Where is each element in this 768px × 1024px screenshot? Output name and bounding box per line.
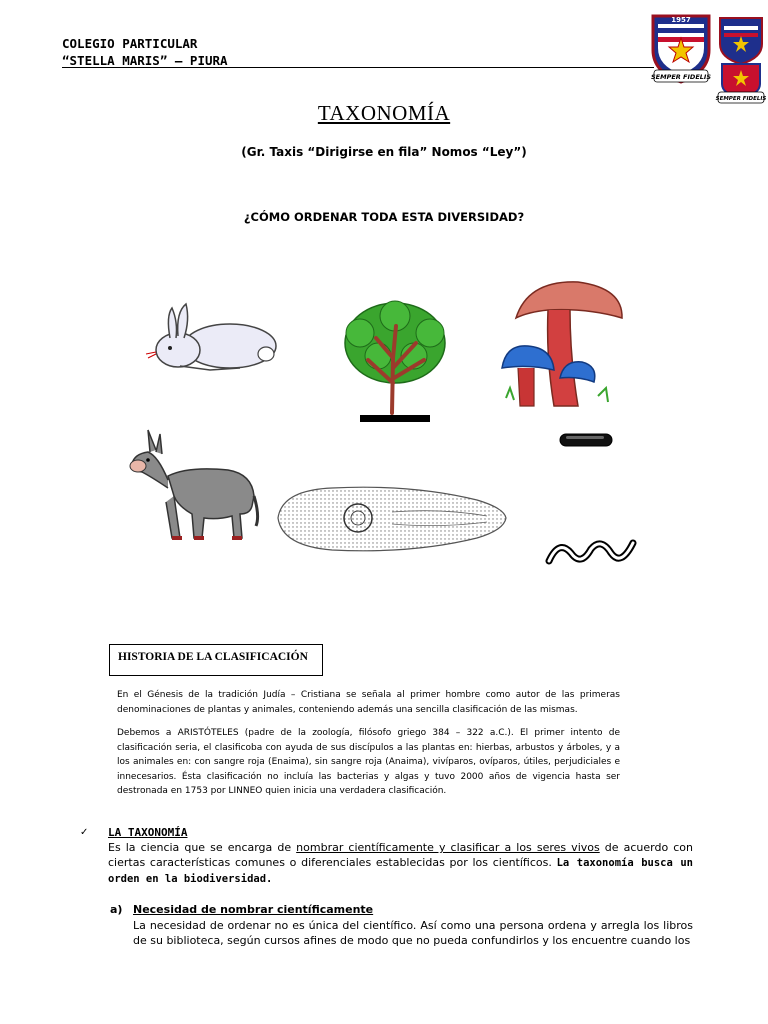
section-body-text-2: de acuerdo con ciertas características comunes o diferenciales establecidas por los científicos. [108, 841, 693, 869]
subsection-body: La necesidad de ordenar no es única del científico. Así como una persona ordena y arregla los libros de su biblioteca, según cursos afines de modo que no pueda confundirlos y los encuentre cuando los [133, 919, 693, 947]
section-body-text-1: Es la ciencia que se encarga de [108, 841, 297, 854]
school-line-1: COLEGIO PARTICULAR [62, 36, 198, 51]
school-logo [650, 10, 712, 88]
logo-motto-small: SEMPER FIDELIS [715, 96, 767, 102]
bacillus-illustration [558, 432, 614, 448]
diversity-question: ¿CÓMO ORDENAR TODA ESTA DIVERSIDAD? [243, 210, 525, 224]
logo-motto: SEMPER FIDELIS [651, 73, 711, 81]
flatworm-illustration [272, 478, 512, 558]
donkey-illustration [128, 426, 263, 546]
section-body [108, 840, 693, 887]
section-body-bold: La taxonomía busca un orden en la biodiversidad. [108, 857, 693, 885]
page-title: TAXONOMÍA [317, 101, 451, 125]
spirillum-illustration [545, 535, 637, 573]
page-subtitle: (Gr. Taxis “Dirigirse en fila” Nomos “Ley”) [241, 145, 527, 159]
subsection-marker: a) [110, 903, 123, 916]
history-box-title: HISTORIA DE LA CLASIFICACIÓN [109, 644, 323, 676]
mushroom-illustration [498, 278, 628, 413]
section-title: LA TAXONOMÍA [108, 826, 188, 839]
tree-illustration [338, 298, 453, 428]
school-logo-small [716, 14, 766, 106]
school-name [62, 35, 228, 69]
logo-year: 1957 [671, 16, 691, 24]
school-line-2: “STELLA MARIS” – PIURA [62, 53, 228, 68]
history-paragraph-1: En el Génesis de la tradición Judía – Cristiana se señala al primer hombre como autor de las primeras denominaciones de plantas y animales, conteniendo además una sencilla clasificación de las mismas. [117, 690, 620, 715]
check-bullet-icon: ✓ [80, 827, 89, 838]
rabbit-illustration [140, 300, 285, 380]
history-paragraph-2: Debemos a ARISTÓTELES (padre de la zoología, filósofo griego 384 – 322 a.C.). El primer intento de clasificación seria, el clasificoba con ayuda de sus discípulos a las plantas en: hierbas, arbustos y árboles, y a los animales en: con sangre roja (Enaima), sin sangre roja (Anaima), vivíparos, ovíparos, útiles, perjudiciales e innecesarios. Ésta clasificación no incluía las bacterias y algas y tuvo 2000 años de vigencia hasta ser destronada en 1753 por LINNEO quien inicia una verdadera clasificación. [117, 728, 620, 796]
subsection-title: Necesidad de nombrar científicamente [133, 903, 374, 916]
section-body-underlined: nombrar científicamente y clasificar a los seres vivos [296, 841, 600, 854]
header-rule [62, 67, 654, 68]
